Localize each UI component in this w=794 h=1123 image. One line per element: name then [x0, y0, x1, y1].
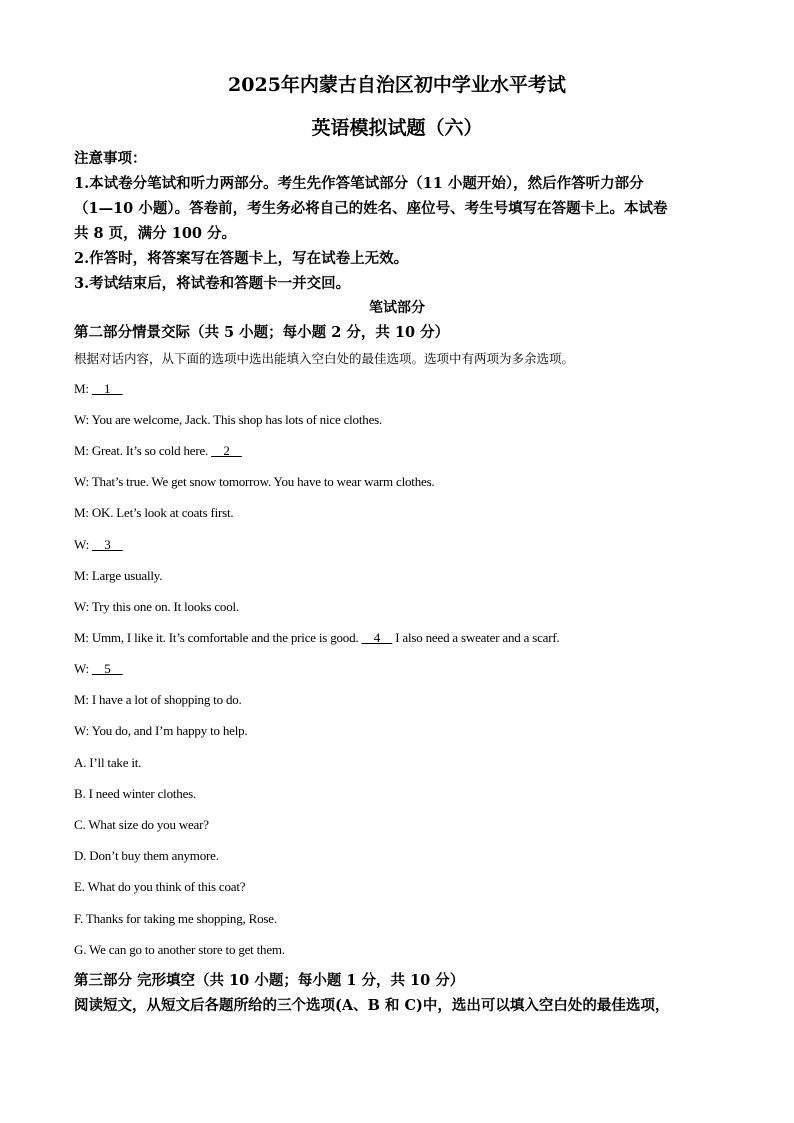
- exam-subtitle: 英语模拟试题（六）: [311, 117, 483, 139]
- dialogue-line-1: [74, 381, 123, 397]
- dialogue-line-10: [74, 661, 123, 677]
- option-b: B. I need winter clothes.: [74, 786, 197, 801]
- notice-item-1-line-2: （1—10 小题）。答卷前，考生务必将自己的姓名、座位号、考生号填写在答题卡上。本试卷: [74, 200, 668, 217]
- notice-item-1-line-3: 共 8 页，满分 100 分。: [74, 225, 237, 242]
- dialogue-line-12: W: You do, and I’m happy to help.: [74, 723, 248, 738]
- dialogue-speaker: W:: [74, 537, 93, 552]
- answer-blank-2: 2: [211, 443, 242, 458]
- part3-heading: 第三部分 完形填空（共 10 小题；每小题 1 分，共 10 分）: [74, 972, 465, 989]
- dialogue-line-5: M: OK. Let’s look at coats first.: [74, 505, 234, 520]
- dialogue-speaker: M:: [74, 381, 92, 396]
- dialogue-speaker: W:: [74, 661, 93, 676]
- answer-blank-5: 5: [92, 661, 123, 676]
- dialogue-line-11: M: I have a lot of shopping to do.: [74, 692, 242, 707]
- option-f: F. Thanks for taking me shopping, Rose.: [74, 911, 277, 926]
- notice-item-3: 3.考试结束后，将试卷和答题卡一并交回。: [74, 275, 351, 292]
- dialogue-line-8: W: Try this one on. It looks cool.: [74, 599, 239, 614]
- option-c: C. What size do you wear?: [74, 817, 209, 832]
- dialogue-line-4: W: That’s true. We get snow tomorrow. You have to wear warm clothes.: [74, 474, 435, 489]
- answer-blank-1: 1: [91, 381, 123, 396]
- part2-heading: 第二部分情景交际（共 5 小题；每小题 2 分，共 10 分）: [74, 324, 450, 341]
- option-g: G. We can go to another store to get them.: [74, 942, 285, 957]
- dialogue-text: M: Great. It’s so cold here.: [74, 443, 212, 458]
- notice-item-2: 2.作答时，将答案写在答题卡上，写在试卷上无效。: [74, 250, 409, 267]
- notice-item-1-line-1: 1.本试卷分笔试和听力两部分。考生先作答笔试部分（11 小题开始），然后作答听力部分: [74, 175, 644, 192]
- part2-instruction: 根据对话内容，从下面的选项中选出能填入空白处的最佳选项。选项中有两项为多余选项。: [74, 351, 575, 366]
- dialogue-text: M: Umm, I like it. It’s comfortable and the price is good.: [74, 630, 362, 645]
- dialogue-line-6: [74, 537, 123, 553]
- dialogue-line-3: [74, 443, 242, 459]
- part3-instruction: 阅读短文，从短文后各题所给的三个选项(A、B 和 C)中，选出可以填入空白处的最佳选项，: [74, 997, 670, 1014]
- option-e: E. What do you think of this coat?: [74, 879, 246, 894]
- option-a: A. I’ll take it.: [74, 755, 142, 770]
- section-written-label: 笔试部分: [369, 300, 425, 316]
- answer-blank-4: 4: [361, 630, 393, 645]
- notice-heading: 注意事项：: [74, 150, 147, 167]
- dialogue-line-2: W: You are welcome, Jack. This shop has lots of nice clothes.: [74, 412, 383, 427]
- exam-title: 2025年内蒙古自治区初中学业水平考试: [228, 74, 566, 96]
- dialogue-text-suffix: I also need a sweater and a scarf.: [392, 630, 560, 645]
- dialogue-line-7: M: Large usually.: [74, 568, 163, 583]
- answer-blank-3: 3: [92, 537, 123, 552]
- dialogue-line-9: [74, 630, 560, 646]
- option-d: D. Don’t buy them anymore.: [74, 848, 219, 863]
